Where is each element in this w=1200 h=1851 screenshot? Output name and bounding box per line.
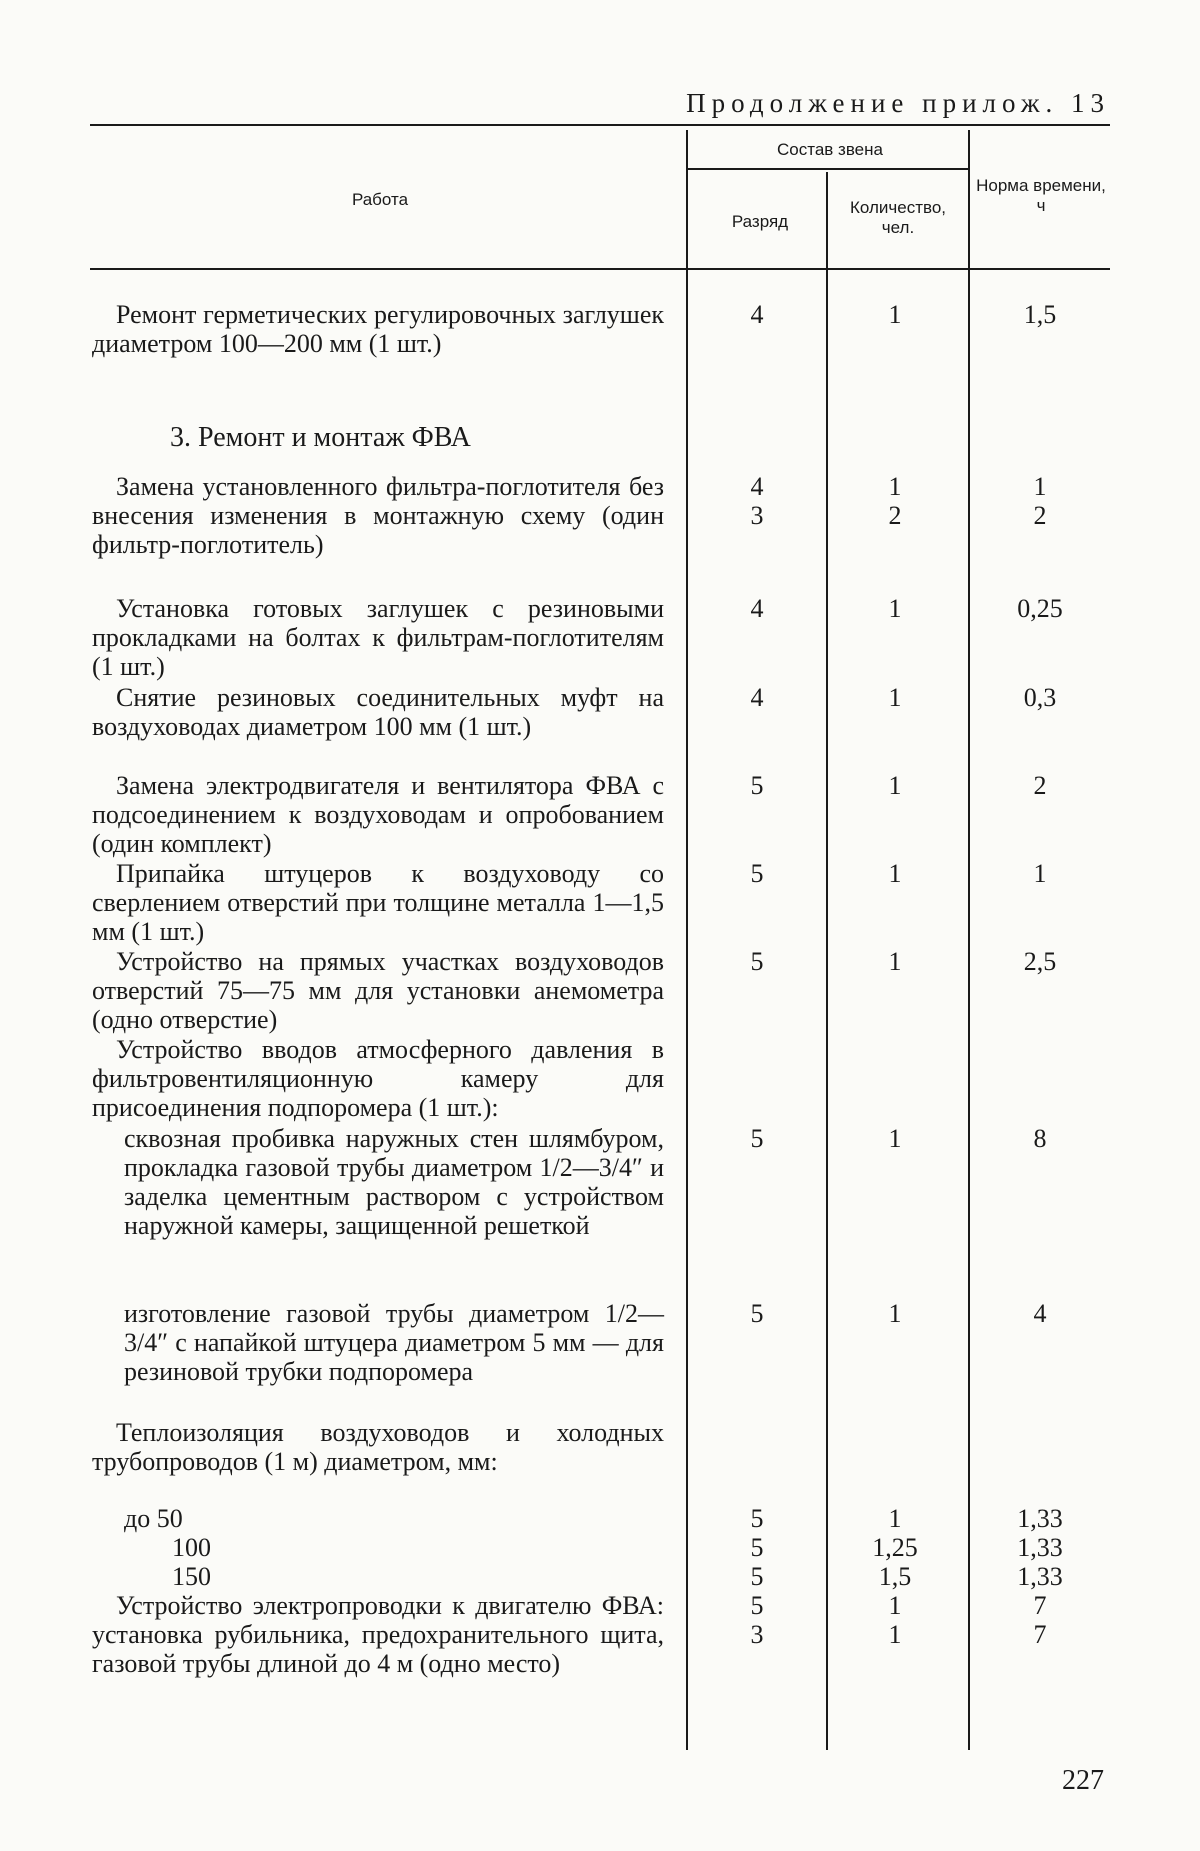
- grade-cell: 5 3: [750, 1591, 764, 1649]
- grade-cell: 5: [750, 771, 764, 800]
- count-cell: 1: [888, 771, 902, 800]
- work-text: до 50: [124, 1504, 183, 1533]
- header-grade: Разряд: [731, 212, 789, 231]
- count-cell: 1 1: [888, 1591, 902, 1649]
- continuation-header: Продолжение прилож. 13: [686, 88, 1110, 118]
- count-cell: 1: [888, 947, 902, 976]
- grade-cell: 5: [750, 859, 764, 888]
- norm-cell: 1,33: [1017, 1562, 1063, 1591]
- count-cell: 1: [888, 683, 902, 712]
- grade-cell: 4: [750, 300, 764, 329]
- work-text: Замена электродвигателя и вентилятора ФВА с подсоединением к воздуховодам и опробованием (один комплект): [92, 771, 664, 858]
- header-bottom-rule: [90, 268, 1110, 270]
- work-text: Устройство на прямых участках воздуховодов отверстий 75—75 мм для установки анемометра (одно отверстие): [92, 947, 664, 1034]
- work-text: Припайка штуцеров к воздуховоду со сверлением отверстий при толщине металла 1—1,5 мм (1 шт.): [92, 859, 664, 946]
- count-cell: 1: [888, 1124, 902, 1153]
- header-norm: Норма времени, ч: [976, 176, 1106, 215]
- norm-cell: 2,5: [1023, 947, 1057, 976]
- count-cell: 1: [888, 1504, 902, 1533]
- norm-cell: 1: [1033, 859, 1047, 888]
- norm-cell: 2: [1033, 771, 1047, 800]
- work-text: сквозная пробивка наружных стен шлямбуром, прокладка газовой трубы диаметром 1/2—3/4″ и заделка цементным раствором с устройством наружной камеры, защищенной решеткой: [124, 1124, 664, 1240]
- count-cell: 1: [888, 300, 902, 329]
- header-work: Работа: [351, 190, 409, 209]
- count-cell: 1: [888, 859, 902, 888]
- norm-cell: 0,25: [1017, 594, 1063, 623]
- grade-cell: 4: [750, 594, 764, 623]
- work-text: 150: [172, 1562, 211, 1591]
- norm-cell: 0,3: [1023, 683, 1057, 712]
- grade-cell: 5: [750, 1124, 764, 1153]
- work-text: изготовление газовой трубы диаметром 1/2—3/4″ с напайкой штуцера диаметром 5 мм — для резиновой трубки подпоромера: [124, 1299, 664, 1386]
- work-text: Устройство вводов атмосферного давления в фильтровентиляционную камеру для присоединения подпоромера (1 шт.):: [92, 1035, 664, 1122]
- work-text: Установка готовых заглушек с резиновыми прокладками на болтах к фильтрам-поглотителям (1 шт.): [92, 594, 664, 681]
- norm-cell: 7 7: [1033, 1591, 1047, 1649]
- norm-cell: 1,33: [1017, 1533, 1063, 1562]
- count-cell: 1 2: [888, 472, 902, 530]
- work-text: Теплоизоляция воздуховодов и холодных трубопроводов (1 м) диаметром, мм:: [92, 1418, 664, 1476]
- count-cell: 1,25: [872, 1533, 918, 1562]
- grade-cell: 5: [750, 1562, 764, 1591]
- work-text: 100: [172, 1533, 211, 1562]
- grade-cell: 4: [750, 683, 764, 712]
- work-text: Снятие резиновых соединительных муфт на воздуховодах диаметром 100 мм (1 шт.): [92, 683, 664, 741]
- count-cell: 1,5: [878, 1562, 912, 1591]
- work-text: Ремонт герметических регулировочных заглушек диаметром 100—200 мм (1 шт.): [92, 300, 664, 358]
- work-text: Замена установленного фильтра-поглотителя без внесения изменения в монтажную схему (один фильтр-поглотитель): [92, 472, 664, 559]
- norm-cell: 4: [1033, 1299, 1047, 1328]
- table-top-rule: [90, 124, 1110, 126]
- section-title: 3. Ремонт и монтаж ФВА: [170, 422, 471, 453]
- grade-cell: 5: [750, 947, 764, 976]
- grade-cell: 5: [750, 1533, 764, 1562]
- column-divider-3: [968, 130, 970, 1750]
- grade-cell: 5: [750, 1504, 764, 1533]
- count-cell: 1: [888, 1299, 902, 1328]
- header-team: Состав звена: [777, 140, 883, 159]
- count-cell: 1: [888, 594, 902, 623]
- column-divider-2: [826, 172, 828, 1750]
- grade-cell: 5: [750, 1299, 764, 1328]
- page-number: 227: [1062, 1765, 1104, 1796]
- norm-cell: 1 2: [1033, 472, 1047, 530]
- column-divider-1: [686, 130, 688, 1750]
- work-text: Устройство электропроводки к двигателю ФВА: установка рубильника, предохранительного щита, газовой трубы длиной до 4 м (одно место): [92, 1591, 664, 1678]
- grade-cell: 4 3: [750, 472, 764, 530]
- norm-cell: 8: [1033, 1124, 1047, 1153]
- header-count: Количество, чел.: [849, 198, 946, 237]
- norm-cell: 1,33: [1017, 1504, 1063, 1533]
- norm-cell: 1,5: [1023, 300, 1057, 329]
- team-subheader-rule: [686, 168, 968, 170]
